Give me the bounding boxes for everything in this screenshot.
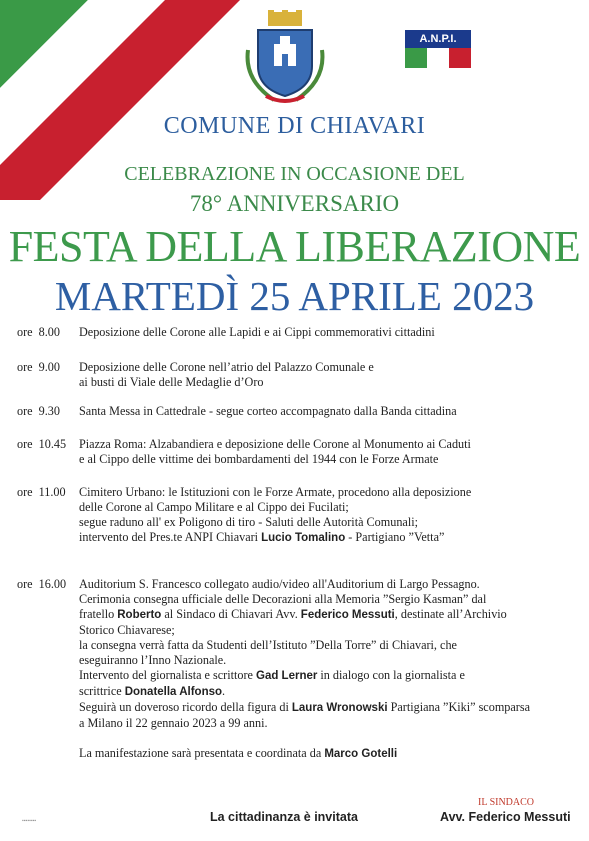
anniversary-line: 78° ANNIVERSARIO (189, 191, 400, 216)
program-line: intervento del Pres.te ANPI Chiavari Lucio Tomalino - Partigiano ”Vetta” (79, 530, 445, 544)
program-line: e al Cippo delle vittime dei bombardamenti del 1944 con le Forze Armate (79, 452, 439, 466)
program-line: eseguiranno l’Inno Nazionale. (79, 653, 227, 667)
program-line: Auditorium S. Francesco collegato audio/video all'Auditorium di Largo Pessagno. (79, 577, 480, 591)
program-time: ore 16.00 (17, 577, 67, 591)
name-donatella-alfonso: Donatella Alfonso (124, 686, 223, 698)
program-line: fratello Roberto al Sindaco di Chiavari Avv. Federico Messuti, destinate all’Archivio (79, 607, 507, 621)
name-laura-wronowski: Laura Wronowski (291, 702, 388, 714)
program-line: ai busti di Viale delle Medaglie d’Oro (79, 375, 264, 389)
name-gad-lerner: Gad Lerner (256, 670, 318, 682)
program-line: Deposizione delle Corone nell’atrio del Palazzo Comunale e (79, 360, 374, 374)
program-time: ore 11.00 (17, 485, 66, 499)
sindaco-label: IL SINDACO (478, 797, 535, 808)
program-line: Santa Messa in Cattedrale - segue corteo accompagnato dalla Banda cittadina (79, 404, 457, 418)
program-line: Piazza Roma: Alzabandiera e deposizione delle Corone al Monumento ai Caduti (79, 437, 471, 451)
program-line: Cerimonia consegna ufficiale delle Decorazioni alla Memoria ”Sergio Kasman” dal (79, 592, 487, 606)
program-line: a Milano il 22 gennaio 2023 a 99 anni. (79, 716, 268, 730)
invitation-text: La cittadinanza è invitata (210, 810, 358, 824)
comune-title: COMUNE DI CHIAVARI (163, 113, 426, 139)
program-line: La manifestazione sarà presentata e coordinata da Marco Gotelli (79, 746, 398, 760)
name-lucio-tomalino: Lucio Tomalino (261, 532, 346, 544)
anpi-logo (405, 30, 471, 70)
name-federico-messuti: Federico Messuti (300, 609, 395, 621)
program-line: Intervento del giornalista e scrittore Gad Lerner in dialogo con la giornalista e (79, 668, 465, 682)
program-time: ore 10.45 (17, 437, 67, 451)
event-date: MARTEDÌ 25 APRILE 2023 (54, 273, 535, 319)
celebration-line: CELEBRAZIONE IN OCCASIONE DEL (124, 163, 465, 185)
program-time: ore 8.00 (17, 325, 60, 339)
program-line: Seguirà un doveroso ricordo della figura di Laura Wronowski Partigiana ”Kiki” scomparsa (79, 700, 531, 714)
program-line: la consegna verrà fatta da Studenti dell’Istituto ”Della Torre” di Chiavari, che (79, 638, 457, 652)
program-line: scrittrice Donatella Alfonso. (79, 684, 226, 698)
program-line: delle Corone al Campo Militare e al Cippo dei Fucilati; (79, 500, 349, 514)
sindaco-name: Avv. Federico Messuti (440, 810, 571, 824)
small-printer-logo: ▪▪▪▪▪▪▪▪ (22, 818, 37, 824)
program-line: segue raduno all' ex Poligono di tiro - Saluti delle Autorità Comunali; (79, 515, 418, 529)
festa-title: FESTA DELLA LIBERAZIONE (8, 222, 581, 271)
chiavari-coat-of-arms-icon (244, 10, 326, 106)
program-line: Cimitero Urbano: le Istituzioni con le Forze Armate, procedono alla deposizione (79, 485, 472, 499)
program-time: ore 9.30 (17, 404, 60, 418)
anpi-flag-icon (405, 48, 471, 68)
program-line: Storico Chiavarese; (79, 623, 175, 637)
name-roberto: Roberto (117, 609, 162, 621)
anpi-label: A.N.P.I. (405, 30, 471, 48)
program-line: Deposizione delle Corone alle Lapidi e ai Cippi commemorativi cittadini (79, 325, 435, 339)
program-time: ore 9.00 (17, 360, 60, 374)
name-marco-gotelli: Marco Gotelli (324, 748, 398, 760)
